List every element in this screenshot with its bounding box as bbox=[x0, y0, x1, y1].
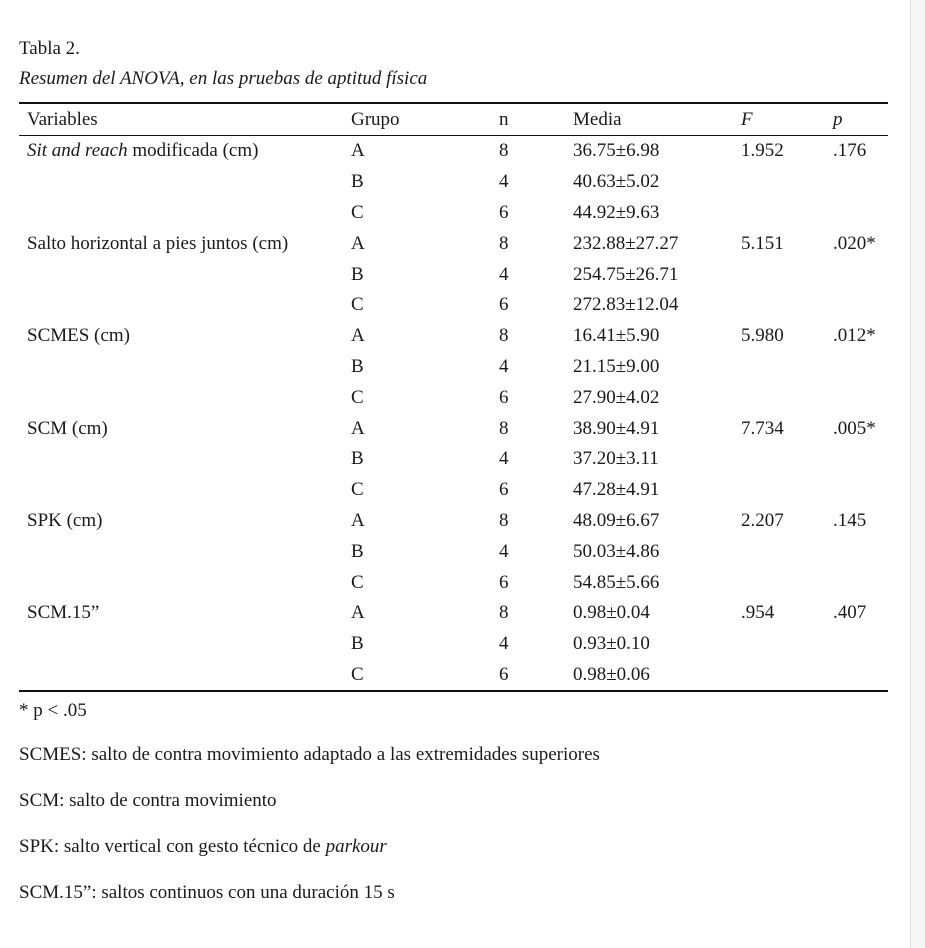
table-row bbox=[19, 167, 888, 198]
header-media: Media bbox=[573, 108, 622, 130]
cell-grupo: C bbox=[351, 571, 364, 593]
cell-p bbox=[825, 352, 888, 383]
cell-variable bbox=[19, 382, 343, 413]
cell-n: 6 bbox=[499, 479, 509, 501]
cell-f: 5.151 bbox=[741, 232, 784, 254]
table-body bbox=[19, 136, 888, 692]
cell-n: 6 bbox=[499, 294, 509, 316]
cell-p: .005* bbox=[833, 417, 876, 439]
cell-p bbox=[825, 629, 888, 660]
cell-f bbox=[733, 198, 825, 229]
cell-f bbox=[733, 536, 825, 567]
cell-media: 27.90±4.02 bbox=[573, 386, 660, 408]
cell-p bbox=[825, 259, 888, 290]
table-row bbox=[19, 198, 888, 229]
cell-variable bbox=[19, 660, 343, 692]
note-scm15: SCM.15”: saltos continuos con una duración 15 s bbox=[19, 882, 395, 903]
header-f: F bbox=[741, 108, 753, 130]
variable-text: Salto horizontal a pies juntos (cm) bbox=[27, 232, 289, 254]
cell-media: 44.92±9.63 bbox=[573, 201, 660, 223]
cell-grupo: A bbox=[351, 325, 365, 347]
cell-p bbox=[825, 475, 888, 506]
table-row bbox=[19, 413, 888, 444]
cell-variable bbox=[19, 536, 343, 567]
cell-media: 21.15±9.00 bbox=[573, 355, 660, 377]
cell-grupo: B bbox=[351, 448, 364, 470]
note-spk-text: SPK: salto vertical con gesto técnico de bbox=[19, 836, 326, 857]
note-significance: * p < .05 bbox=[19, 700, 87, 721]
anova-table bbox=[19, 102, 888, 692]
cell-f bbox=[733, 444, 825, 475]
cell-n: 4 bbox=[499, 448, 509, 470]
cell-variable bbox=[19, 228, 343, 259]
cell-n: 6 bbox=[499, 571, 509, 593]
cell-f: .954 bbox=[741, 602, 775, 624]
cell-variable bbox=[19, 506, 343, 537]
table-row bbox=[19, 321, 888, 352]
note-scm: SCM: salto de contra movimiento bbox=[19, 790, 277, 811]
cell-media: 50.03±4.86 bbox=[573, 540, 660, 562]
cell-p bbox=[825, 660, 888, 692]
table-row bbox=[19, 136, 888, 167]
cell-media: 232.88±27.27 bbox=[573, 232, 679, 254]
cell-f bbox=[733, 167, 825, 198]
cell-media: 48.09±6.67 bbox=[573, 509, 660, 531]
table-row bbox=[19, 506, 888, 537]
cell-p: .012* bbox=[833, 325, 876, 347]
note-scmes: SCMES: salto de contra movimiento adaptado a las extremidades superiores bbox=[19, 744, 600, 765]
cell-grupo: B bbox=[351, 540, 364, 562]
cell-grupo: A bbox=[351, 417, 365, 439]
cell-n: 8 bbox=[499, 509, 509, 531]
header-p: p bbox=[833, 108, 843, 130]
cell-variable bbox=[19, 444, 343, 475]
cell-p bbox=[825, 167, 888, 198]
cell-p bbox=[825, 198, 888, 229]
cell-grupo: C bbox=[351, 663, 364, 685]
cell-p: .145 bbox=[833, 509, 867, 531]
cell-grupo: A bbox=[351, 140, 365, 162]
cell-n: 6 bbox=[499, 663, 509, 685]
cell-f bbox=[733, 352, 825, 383]
cell-f bbox=[733, 290, 825, 321]
cell-grupo: C bbox=[351, 201, 364, 223]
note-spk-italic: parkour bbox=[325, 836, 387, 857]
cell-media: 272.83±12.04 bbox=[573, 294, 679, 316]
variable-text: modificada (cm) bbox=[127, 140, 259, 162]
cell-variable bbox=[19, 413, 343, 444]
cell-variable bbox=[19, 352, 343, 383]
table-title: Resumen del ANOVA, en las pruebas de aptitud física bbox=[19, 68, 428, 89]
table-row bbox=[19, 444, 888, 475]
cell-media: 38.90±4.91 bbox=[573, 417, 660, 439]
cell-grupo: A bbox=[351, 602, 365, 624]
cell-grupo: B bbox=[351, 633, 364, 655]
cell-f: 2.207 bbox=[741, 509, 784, 531]
header-grupo: Grupo bbox=[351, 108, 400, 130]
cell-variable bbox=[19, 290, 343, 321]
cell-n: 8 bbox=[499, 602, 509, 624]
variable-text: SCMES (cm) bbox=[27, 325, 130, 347]
table-row bbox=[19, 290, 888, 321]
cell-variable bbox=[19, 598, 343, 629]
cell-variable bbox=[19, 475, 343, 506]
cell-p bbox=[825, 536, 888, 567]
cell-n: 8 bbox=[499, 325, 509, 347]
header-n: n bbox=[499, 108, 509, 130]
cell-p bbox=[825, 444, 888, 475]
cell-media: 0.98±0.04 bbox=[573, 602, 650, 624]
cell-f bbox=[733, 382, 825, 413]
table-row bbox=[19, 598, 888, 629]
cell-media: 47.28±4.91 bbox=[573, 479, 660, 501]
cell-variable bbox=[19, 567, 343, 598]
table-row bbox=[19, 629, 888, 660]
cell-media: 16.41±5.90 bbox=[573, 325, 660, 347]
cell-p bbox=[825, 290, 888, 321]
cell-grupo: B bbox=[351, 263, 364, 285]
cell-grupo: A bbox=[351, 509, 365, 531]
cell-p: .020* bbox=[833, 232, 876, 254]
cell-p bbox=[825, 382, 888, 413]
cell-n: 4 bbox=[499, 355, 509, 377]
cell-f bbox=[733, 660, 825, 692]
cell-grupo: C bbox=[351, 479, 364, 501]
cell-n: 4 bbox=[499, 633, 509, 655]
cell-grupo: C bbox=[351, 386, 364, 408]
table-row bbox=[19, 352, 888, 383]
table-row bbox=[19, 567, 888, 598]
cell-variable bbox=[19, 259, 343, 290]
cell-media: 37.20±3.11 bbox=[573, 448, 659, 470]
table-row bbox=[19, 259, 888, 290]
cell-f: 5.980 bbox=[741, 325, 784, 347]
table-row bbox=[19, 660, 888, 692]
cell-f bbox=[733, 629, 825, 660]
cell-media: 0.98±0.06 bbox=[573, 663, 650, 685]
cell-grupo: C bbox=[351, 294, 364, 316]
cell-p: .176 bbox=[833, 140, 867, 162]
cell-n: 6 bbox=[499, 201, 509, 223]
variable-text: SCM.15” bbox=[27, 602, 100, 624]
cell-n: 4 bbox=[499, 171, 509, 193]
page-edge bbox=[910, 0, 925, 948]
table-row bbox=[19, 382, 888, 413]
cell-n: 6 bbox=[499, 386, 509, 408]
table-number: Tabla 2. bbox=[19, 38, 80, 59]
cell-media: 0.93±0.10 bbox=[573, 633, 650, 655]
cell-media: 254.75±26.71 bbox=[573, 263, 679, 285]
cell-f bbox=[733, 475, 825, 506]
cell-variable bbox=[19, 136, 343, 167]
cell-n: 8 bbox=[499, 417, 509, 439]
variable-text: SPK (cm) bbox=[27, 509, 103, 531]
table-header-row bbox=[19, 103, 888, 136]
cell-n: 4 bbox=[499, 540, 509, 562]
cell-n: 4 bbox=[499, 263, 509, 285]
header-variables: Variables bbox=[27, 108, 98, 130]
cell-n: 8 bbox=[499, 232, 509, 254]
table-row bbox=[19, 475, 888, 506]
cell-variable bbox=[19, 167, 343, 198]
cell-f bbox=[733, 259, 825, 290]
cell-media: 40.63±5.02 bbox=[573, 171, 660, 193]
cell-variable bbox=[19, 629, 343, 660]
note-spk bbox=[19, 836, 387, 858]
cell-media: 36.75±6.98 bbox=[573, 140, 660, 162]
variable-text: SCM (cm) bbox=[27, 417, 108, 439]
cell-f: 1.952 bbox=[741, 140, 784, 162]
cell-grupo: B bbox=[351, 355, 364, 377]
table-row bbox=[19, 228, 888, 259]
table-row bbox=[19, 536, 888, 567]
cell-media: 54.85±5.66 bbox=[573, 571, 660, 593]
cell-variable bbox=[19, 198, 343, 229]
variable-italic-text: Sit and reach bbox=[27, 140, 128, 162]
cell-f bbox=[733, 567, 825, 598]
cell-grupo: B bbox=[351, 171, 364, 193]
cell-variable bbox=[19, 321, 343, 352]
cell-grupo: A bbox=[351, 232, 365, 254]
cell-f: 7.734 bbox=[741, 417, 784, 439]
cell-n: 8 bbox=[499, 140, 509, 162]
cell-p bbox=[825, 567, 888, 598]
cell-p: .407 bbox=[833, 602, 867, 624]
